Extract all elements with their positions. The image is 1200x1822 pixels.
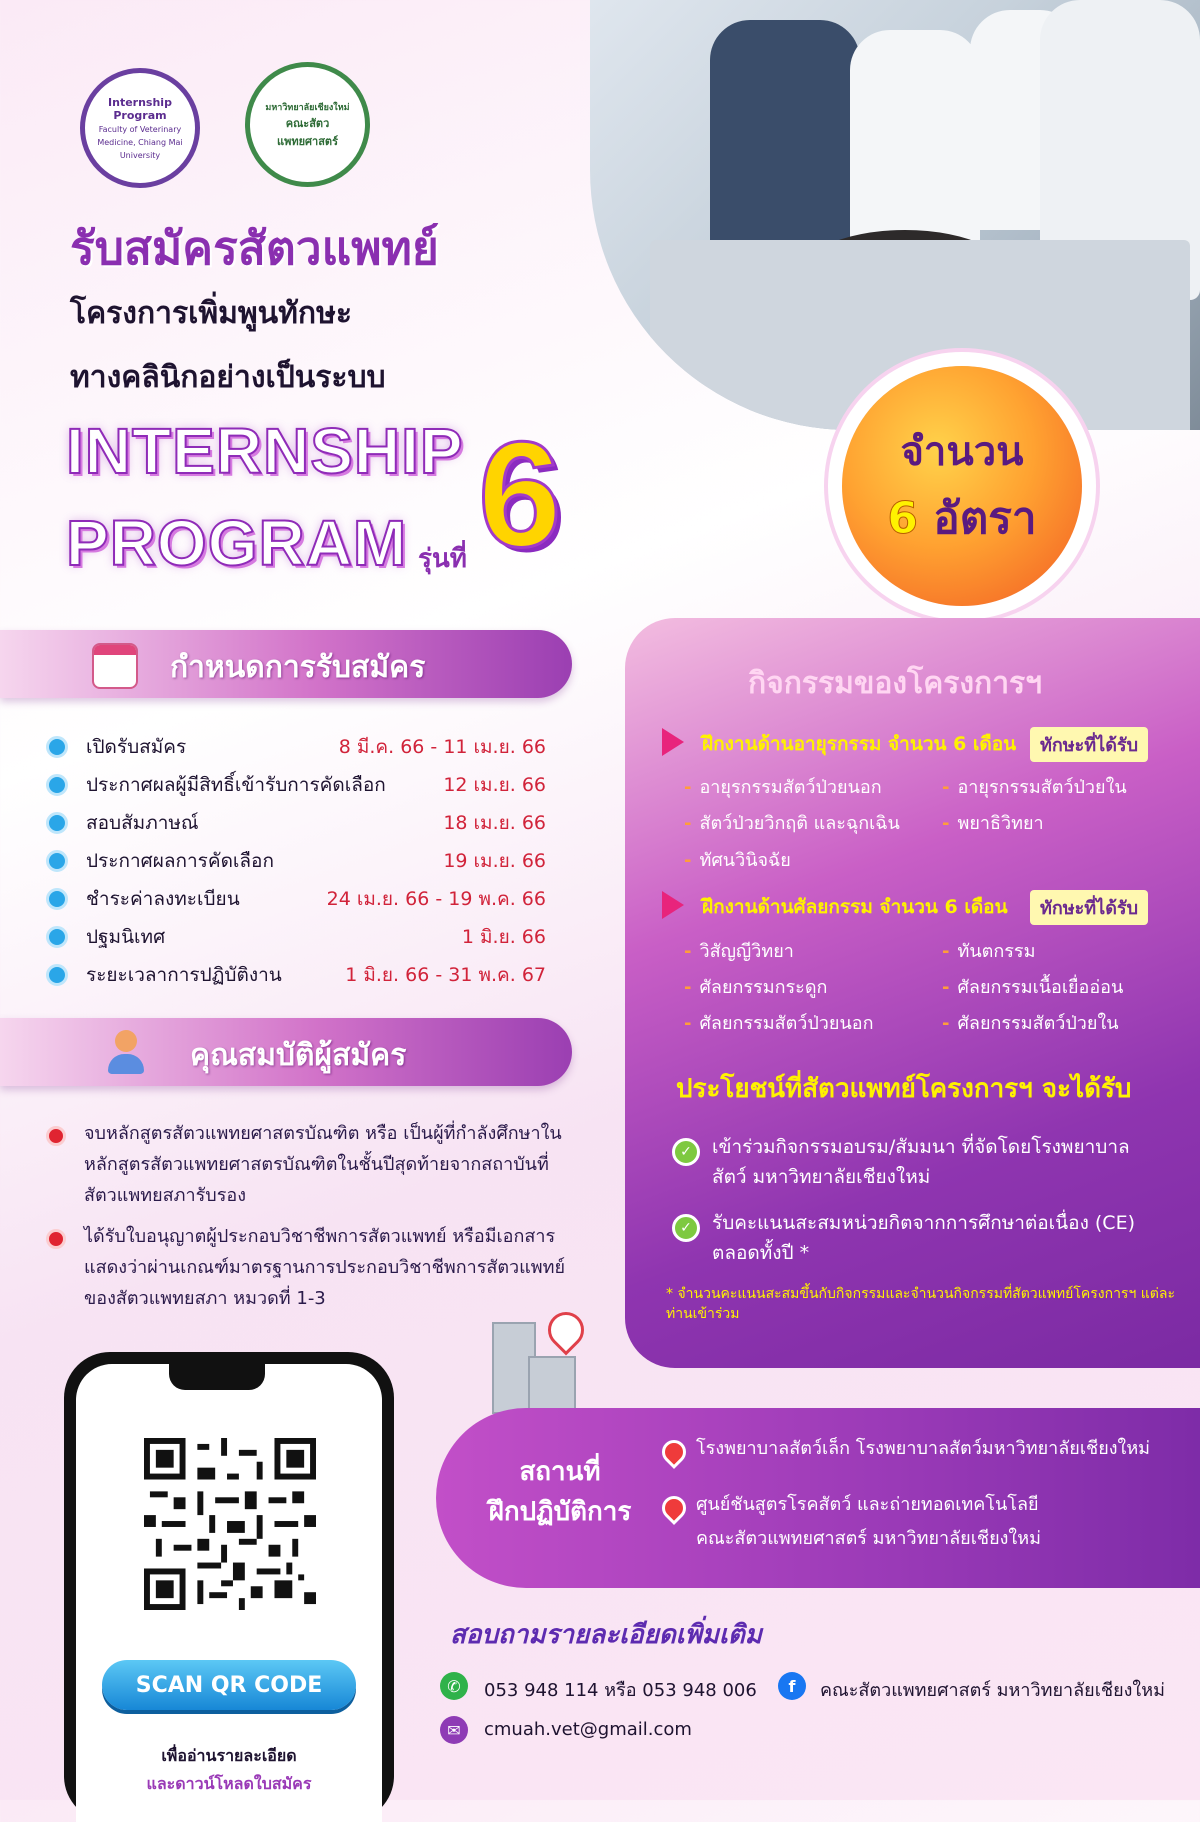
qr-caption-line1: เพื่ออ่านรายละเอียด xyxy=(161,1746,297,1765)
location-place1: โรงพยาบาลสัตว์เล็ก โรงพยาบาลสัตว์มหาวิทยาลัยเชียงใหม่ xyxy=(696,1438,1151,1459)
vacancy-badge xyxy=(842,366,1082,606)
phone-icon: ✆ xyxy=(440,1672,468,1700)
schedule-row xyxy=(46,880,546,918)
benefit-item: รับคะแนนสะสมหน่วยกิตจากการศึกษาต่อเนื่อง (CE) ตลอดทั้งปี * xyxy=(712,1212,1135,1264)
bullet-icon xyxy=(46,1126,66,1146)
contact-email[interactable]: cmuah.vet@gmail.com xyxy=(484,1719,692,1740)
program-title-internship: INTERNSHIP xyxy=(66,415,464,487)
med-heading: ฝึกงานด้านอายุรกรรม จำนวน 6 เดือน xyxy=(702,733,1017,755)
schedule-title: กำหนดการรับสมัคร xyxy=(170,650,426,685)
calendar-icon xyxy=(92,643,138,689)
surg-item: - ศัลยกรรมสัตว์ป่วยใน xyxy=(942,1013,1119,1034)
logo-right-title: คณะสัตวแพทยศาสตร์ xyxy=(277,116,338,148)
check-icon: ✓ xyxy=(672,1138,700,1166)
bullet-icon xyxy=(46,888,68,910)
med-item: - พยาธิวิทยา xyxy=(942,813,1044,834)
surg-skill-tag: ทักษะที่ได้รับ xyxy=(1030,890,1148,925)
bullet-icon xyxy=(46,964,68,986)
med-item: - ทัศนวินิจฉัย xyxy=(684,850,791,871)
qr-caption-line2: และดาวน์โหลดใบสมัคร xyxy=(146,1774,312,1793)
arrow-icon xyxy=(662,728,684,756)
phone-notch xyxy=(169,1364,265,1390)
surg-item: - ศัลยกรรมสัตว์ป่วยนอก xyxy=(684,1013,874,1034)
schedule-date: 18 เม.ย. 66 xyxy=(443,812,546,834)
bullet-icon xyxy=(46,812,68,834)
schedule-date: 12 เม.ย. 66 xyxy=(443,774,546,796)
run-label: รุ่นที่ xyxy=(418,544,467,574)
benefits-title: ประโยชน์ที่สัตวแพทย์โครงการฯ จะได้รับ xyxy=(676,1074,1132,1104)
bullet-icon xyxy=(46,926,68,948)
location-title-line1: สถานที่ xyxy=(519,1457,601,1487)
qualification-text: จบหลักสูตรสัตวแพทยศาสตรบัณฑิต หรือ เป็นผู้ที่กำลังศึกษาในหลักสูตรสัตวแพทยศาสตรบัณฑิตในชั้นปีสุดท้ายจากสถาบันที่สัตวแพทยสภารับรอง xyxy=(84,1123,562,1206)
benefit-note: * จำนวนคะแนนสะสมขึ้นกับกิจกรรมและจำนวนกิจกรรมที่สัตวแพทย์โครงการฯ แต่ละท่านเข้าร่วม xyxy=(666,1286,1175,1322)
qualification-title: คุณสมบัติผู้สมัคร xyxy=(190,1038,407,1073)
location-title-line2: ฝึกปฏิบัติการ xyxy=(488,1497,632,1527)
location-title xyxy=(470,1452,650,1532)
schedule-date: 1 มิ.ย. 66 - 31 พ.ค. 67 xyxy=(345,964,546,986)
qualification-item xyxy=(46,1221,576,1314)
med-skill-tag: ทักษะที่ได้รับ xyxy=(1030,727,1148,762)
headline-title: รับสมัครสัตวแพทย์ xyxy=(70,221,439,275)
med-item: - อายุรกรรมสัตว์ป่วยนอก xyxy=(684,777,882,798)
program-title-program: PROGRAM xyxy=(66,507,408,579)
schedule-row xyxy=(46,842,546,880)
qualification-text: ได้รับใบอนุญาตผู้ประกอบวิชาชีพการสัตวแพทย์ หรือมีเอกสารแสดงว่าผ่านเกณฑ์มาตรฐานการประกอบวิชาชีพการสัตวแพทย์ของสัตวแพทยสภา หมวดที่ 1-3 xyxy=(84,1226,566,1309)
schedule-label: ปฐมนิเทศ xyxy=(86,926,166,948)
facebook-icon: f xyxy=(778,1672,806,1700)
qr-code[interactable] xyxy=(144,1438,316,1610)
headline-sub2: ทางคลินิกอย่างเป็นระบบ xyxy=(70,360,386,395)
schedule-label: ระยะเวลาการปฏิบัติงาน xyxy=(86,964,282,986)
qualification-list xyxy=(46,1118,576,1324)
badge-number: 6 xyxy=(887,493,918,544)
schedule-row xyxy=(46,956,546,994)
qualification-item xyxy=(46,1118,576,1211)
schedule-list xyxy=(46,728,546,994)
schedule-label: ชำระค่าลงทะเบียน xyxy=(86,888,240,910)
logo-left-subtitle: Faculty of Veterinary Medicine, Chiang Mai University xyxy=(97,124,183,160)
bullet-icon xyxy=(46,736,68,758)
surg-item: - วิสัญญีวิทยา xyxy=(684,941,794,962)
clinic-photo xyxy=(590,0,1200,430)
surg-item: - ศัลยกรรมกระดูก xyxy=(684,977,828,998)
benefit-item: เข้าร่วมกิจกรรมอบรม/สัมมนา ที่จัดโดยโรงพยาบาลสัตว์ มหาวิทยาลัยเชียงใหม่ xyxy=(712,1136,1130,1188)
schedule-date: 1 มิ.ย. 66 xyxy=(461,926,546,948)
faculty-logo xyxy=(245,62,370,187)
email-icon: ✉ xyxy=(440,1716,468,1744)
schedule-date: 19 เม.ย. 66 xyxy=(443,850,546,872)
schedule-row xyxy=(46,918,546,956)
check-icon: ✓ xyxy=(672,1214,700,1242)
location-place2-line2: คณะสัตวแพทยศาสตร์ มหาวิทยาลัยเชียงใหม่ xyxy=(696,1528,1041,1549)
schedule-label: ประกาศผลการคัดเลือก xyxy=(86,850,274,872)
schedule-label: เปิดรับสมัคร xyxy=(86,736,187,758)
schedule-row xyxy=(46,728,546,766)
internship-program-logo xyxy=(80,68,200,188)
med-item: - อายุรกรรมสัตว์ป่วยใน xyxy=(942,777,1127,798)
schedule-row xyxy=(46,766,546,804)
bullet-icon xyxy=(46,774,68,796)
scan-qr-button[interactable]: SCAN QR CODE xyxy=(102,1660,356,1710)
surg-heading: ฝึกงานด้านศัลยกรรม จำนวน 6 เดือน xyxy=(702,896,1008,918)
activities-title: กิจกรรมของโครงการฯ xyxy=(748,666,1042,701)
building-location-icon xyxy=(492,1312,588,1412)
headline-sub1: โครงการเพิ่มพูนทักษะ xyxy=(70,296,352,331)
badge-line1: จำนวน xyxy=(900,429,1024,475)
schedule-label: ประกาศผลผู้มีสิทธิ์เข้ารับการคัดเลือก xyxy=(86,774,386,796)
arrow-icon xyxy=(662,891,684,919)
surg-item: - ศัลยกรรมเนื้อเยื่ออ่อน xyxy=(942,977,1124,998)
badge-unit: อัตรา xyxy=(933,493,1037,544)
contact-title: สอบถามรายละเอียดเพิ่มเติม xyxy=(450,1620,762,1650)
schedule-row xyxy=(46,804,546,842)
run-number: 6 xyxy=(478,410,562,578)
schedule-date: 24 เม.ย. 66 - 19 พ.ค. 66 xyxy=(326,888,546,910)
surg-item: - ทันตกรรม xyxy=(942,941,1036,962)
bullet-icon xyxy=(46,1229,66,1249)
logo-left-title: Internship Program xyxy=(108,95,172,122)
contact-phone[interactable]: 053 948 114 หรือ 053 948 006 xyxy=(484,1680,757,1701)
logo-right-subtitle: มหาวิทยาลัยเชียงใหม่ xyxy=(265,102,350,113)
location-place2-line1: ศูนย์ชันสูตรโรคสัตว์ และถ่ายทอดเทคโนโลยี xyxy=(696,1494,1039,1515)
schedule-label: สอบสัมภาษณ์ xyxy=(86,812,199,834)
med-item: - สัตว์ป่วยวิกฤติ และฉุกเฉิน xyxy=(684,813,900,834)
phone-mockup xyxy=(64,1352,394,1822)
user-icon xyxy=(108,1030,144,1076)
contact-facebook[interactable]: คณะสัตวแพทยศาสตร์ มหาวิทยาลัยเชียงใหม่ xyxy=(820,1680,1165,1701)
phone-screen xyxy=(76,1364,382,1822)
schedule-date: 8 มี.ค. 66 - 11 เม.ย. 66 xyxy=(338,736,546,758)
bullet-icon xyxy=(46,850,68,872)
